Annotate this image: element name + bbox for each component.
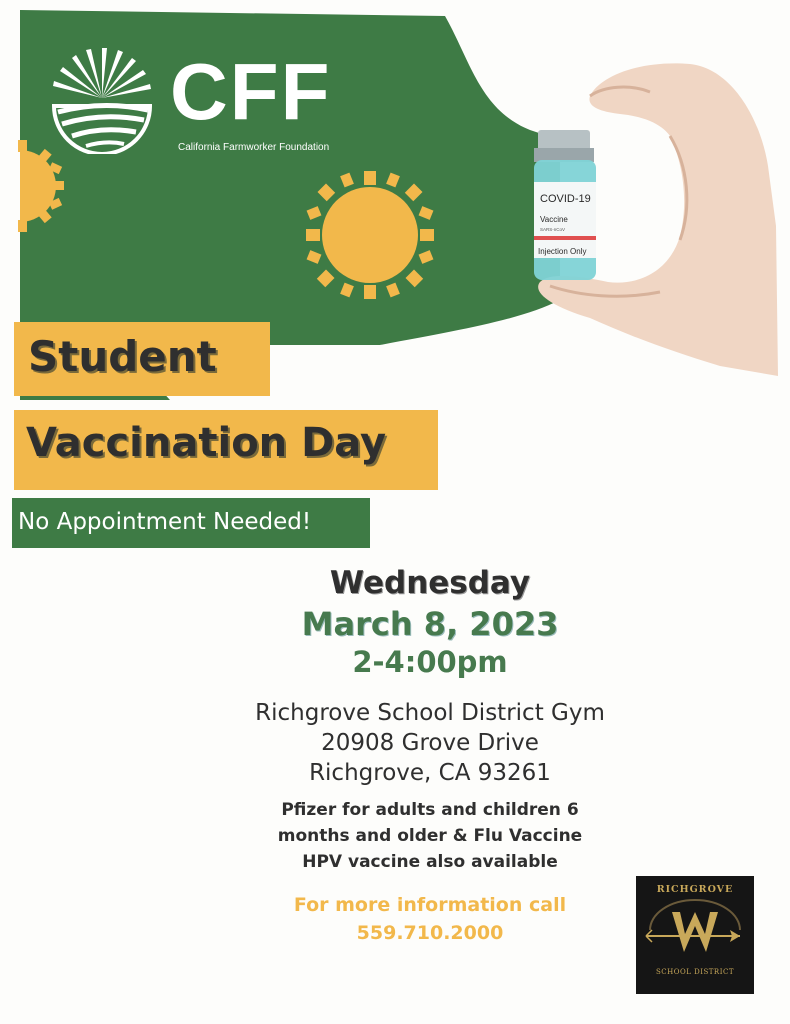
vial-label-mid: Vaccine [540,215,568,224]
details-line-1: Pfizer for adults and children 6 [281,800,579,820]
event-date: March 8, 2023 [301,605,559,643]
event-time: 2-4:00pm [352,645,508,679]
title-line-2: Vaccination Day [26,420,387,466]
vial-label-bottom: Injection Only [538,247,587,256]
location-line-2: 20908 Grove Drive [321,730,539,756]
virus-icon [300,168,440,302]
no-appointment-banner: No Appointment Needed! [18,509,312,535]
title-line-1: Student [28,332,217,381]
richgrove-school-logo [636,876,754,994]
cff-logo-text: CFF [170,47,332,136]
school-logo-top-text: RICHGROVE [656,884,734,895]
event-weekday: Wednesday [329,565,531,601]
location-line-3: Richgrove, CA 93261 [309,760,551,786]
school-w-emblem-icon [642,896,748,966]
contact-line: For more information call [293,894,567,916]
cff-tagline: California Farmworker Foundation [178,142,330,153]
details-line-3: HPV vaccine also available [302,852,558,872]
details-line-2: months and older & Flu Vaccine [277,826,583,846]
hand-holding-vial-image [520,56,782,386]
vial-label-small: SARS-nCoV [540,227,566,232]
school-logo-bottom-text: SCHOOL DISTRICT [655,968,734,976]
vial-label-top: COVID-19 [540,193,591,205]
location-line-1: Richgrove School District Gym [255,700,605,726]
contact-phone: 559.710.2000 [356,922,504,944]
virus-icon [0,138,66,234]
